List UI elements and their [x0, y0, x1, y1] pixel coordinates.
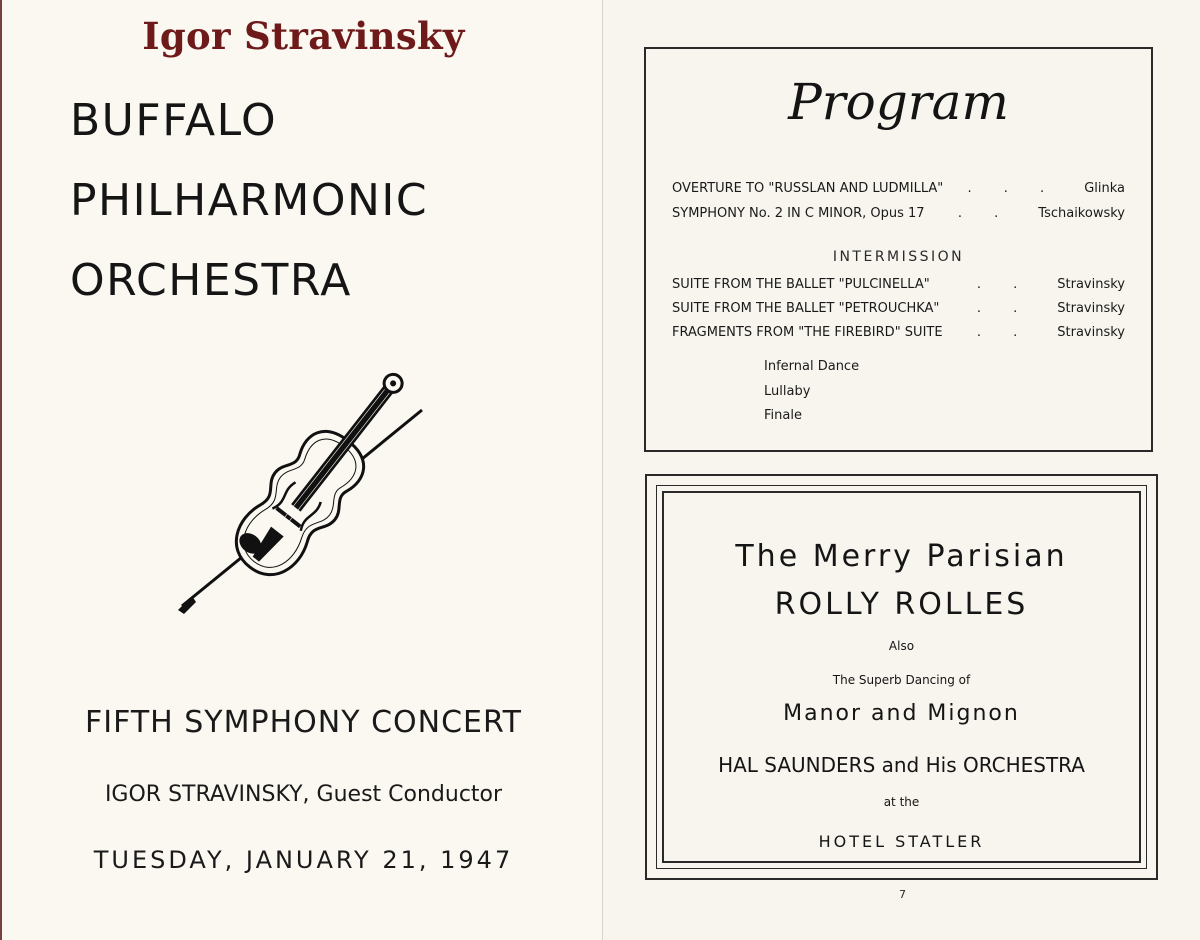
violin-and-bow-icon: [172, 370, 432, 615]
composer: Stravinsky: [1057, 277, 1125, 292]
composer: Stravinsky: [1057, 301, 1125, 316]
ad-performer: ROLLY ROLLES: [774, 587, 1029, 622]
program-item: [672, 277, 1125, 292]
work-title: SUITE FROM THE BALLET "PETROUCHKA": [672, 301, 940, 316]
leader-dots: . . .: [967, 181, 1059, 196]
leader-dots: . .: [976, 301, 1032, 316]
work-title: OVERTURE TO "RUSSLAN AND LUDMILLA": [672, 181, 944, 196]
work-title: FRAGMENTS FROM "THE FIREBIRD" SUITE: [672, 325, 943, 340]
program-heading: Program: [788, 73, 1009, 131]
overlay-title: Igor Stravinsky: [142, 14, 465, 58]
ad-dancing-intro: The Superb Dancing of: [832, 673, 971, 687]
program-item: [672, 301, 1125, 316]
program-box: [644, 47, 1153, 452]
program-item: [672, 325, 1125, 340]
ad-also: Also: [888, 639, 915, 653]
ad-border-inner: [656, 485, 1147, 869]
page-number: 7: [899, 888, 906, 901]
movement-item: Lullaby: [764, 384, 811, 399]
ad-headline: The Merry Parisian: [735, 539, 1068, 574]
ad-orchestra: HAL SAUNDERS and His ORCHESTRA: [718, 753, 1085, 777]
concert-date: TUESDAY, JANUARY 21, 1947: [93, 846, 514, 874]
composer: Stravinsky: [1057, 325, 1125, 340]
orchestra-name-line-1: BUFFALO: [70, 95, 278, 146]
guest-conductor: IGOR STRAVINSKY, Guest Conductor: [104, 782, 503, 807]
leader-dots: . .: [976, 325, 1032, 340]
ad-at-the: at the: [883, 795, 920, 809]
program-item: [672, 181, 1125, 196]
advertisement-box: [645, 474, 1158, 880]
ad-dancers: Manor and Mignon: [783, 701, 1020, 726]
composer: Tschaikowsky: [1038, 206, 1125, 221]
ad-border-innermost: [662, 491, 1141, 863]
leader-dots: . .: [976, 277, 1032, 292]
work-title: SYMPHONY No. 2 IN C MINOR, Opus 17: [672, 206, 925, 221]
orchestra-name-line-3: ORCHESTRA: [70, 255, 352, 306]
work-title: SUITE FROM THE BALLET "PULCINELLA": [672, 277, 930, 292]
movement-item: Finale: [764, 408, 802, 423]
orchestra-name-line-2: PHILHARMONIC: [70, 175, 429, 226]
intermission-label: INTERMISSION: [832, 249, 965, 265]
movement-item: Infernal Dance: [764, 359, 860, 374]
program-page: [603, 0, 1200, 940]
concert-title: FIFTH SYMPHONY CONCERT: [85, 705, 522, 740]
ad-venue: HOTEL STATLER: [818, 832, 985, 851]
composer: Glinka: [1084, 181, 1125, 196]
leader-dots: . .: [957, 206, 1013, 221]
program-item: [672, 206, 1125, 221]
